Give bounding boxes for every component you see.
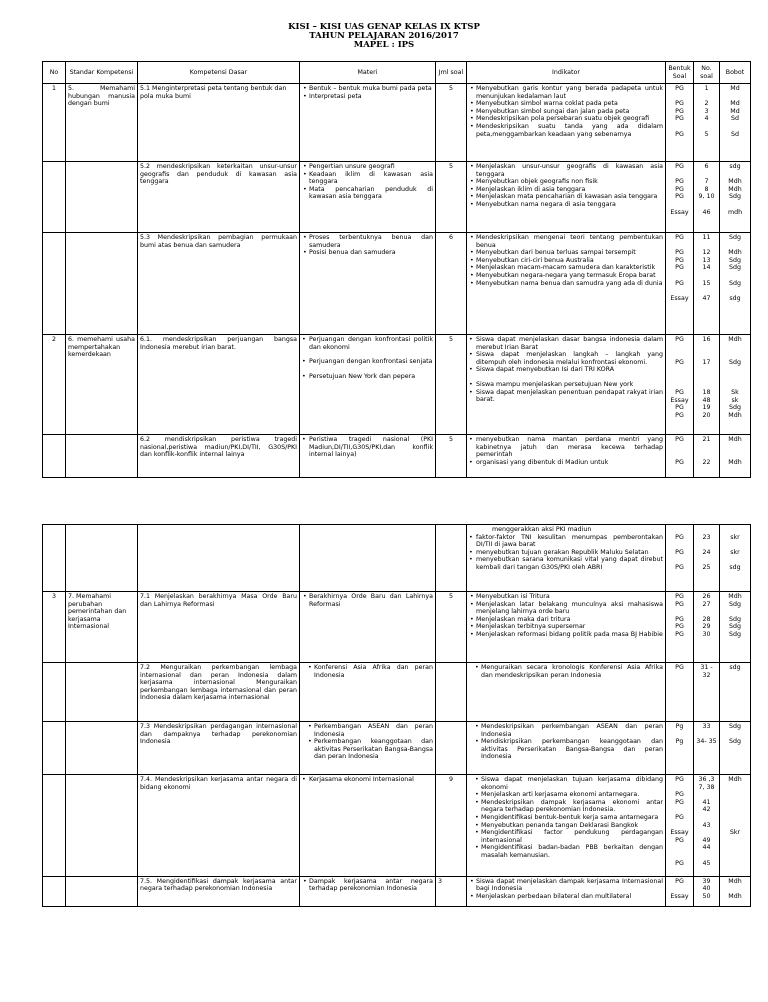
list-item: • Menyebutkan ciri-ciri benua Australia [469,257,663,265]
materi-list [300,233,436,335]
list-item: • Menjelaskan macam-macam samudera dan karakteristik [469,264,663,272]
col-header-bentuk: Bentuk Soal [666,62,694,84]
bobot: Mdh Mdh [720,435,751,478]
list-item: • Mengidentifikasi bentuk-bentuk kerja sama antarnegara [474,814,663,822]
standar-kompetensi: 7. Memahami perubahan pemerintahan dan kerjasama Internasional [66,592,138,663]
list-item: • Menyebutkan simbol warna coklat pada peta [469,100,663,108]
bentuk-soal: PG [666,663,694,722]
standar-kompetensi: 6. memehami usaha mempertahakan kemerdekaan [66,335,138,435]
list-item: • Siswa mampu menjelaskan persetujuan New york [469,381,663,389]
list-item: • Siswa dapat menjelaskan langkah – langkah yang ditempuh oleh indonesia melalui konfrontasi ekonomi. [469,351,663,366]
list-item: • Dampak kerjasama antar negara terhadap perekonomian Indonesia [302,878,433,893]
bentuk-soal: Pg Pg [666,722,694,775]
nomor-soal: 39 40 50 [694,876,720,906]
col-header-bobot: Bobot [720,62,751,84]
bobot: Mdh Sdg Sk sk Sdg Mdh [720,335,751,435]
kompetensi-dasar: 5.1 Menginterpretasi peta tentang bentuk dan pola muka bumi [138,84,300,162]
jumlah-soal: 9 [436,775,467,877]
bentuk-soal: PG PG PG [666,525,694,592]
table-row [43,435,751,478]
list-item: • Siswa dapat menjelaskan penentuan pendapat rakyat irian barat. [469,389,663,404]
table-row [43,233,751,335]
bentuk-soal: PG PG PG PG PG [666,592,694,663]
indikator-list [467,592,666,663]
bobot: Sdg Sdg [720,722,751,775]
list-item: • Mengidentifikasi factor pendukung perdagangan internasional [474,829,663,844]
list-item: • Menjelaskan iklim di asia tenggara [469,186,663,194]
list-item: • faktor-faktor TNI kesulitan menumpas pemberontakan DI/TII di jawa barat [469,534,663,549]
indikator-list [467,233,666,335]
list-item: • Menyebutkan nama negara di asia tenggara [469,201,663,209]
col-header-kd: Kompetensi Dasar [138,62,300,84]
bentuk-soal: PG PG PG PG PG Essay [666,233,694,335]
col-header-sk: Standar Kompetensi [66,62,138,84]
indikator-list [467,162,666,233]
list-item: • Mata pencaharian penduduk di kawasan asia tenggara [302,186,433,201]
list-item: • Menyebutkan isi Tritura [469,593,663,601]
nomor-soal: 16 17 18 48 19 20 [694,335,720,435]
standar-kompetensi: 5. Memahami hubungan manusia dengan bumi [66,84,138,162]
list-item: • Menjelaskan maka dari tritura [469,616,663,624]
col-header-indikator: Indikator [467,62,666,84]
bobot: Mdh Skr [720,775,751,877]
materi-list [300,663,436,722]
table-row [43,775,751,877]
table-row [43,722,751,775]
indikator-list [467,525,666,592]
bentuk-soal: PG Essay [666,876,694,906]
materi-list [300,435,436,478]
materi-list [300,722,436,775]
kisi-table-page-1 [42,61,751,478]
list-item: • menyebutkan nama mantan perdana mentri yang kabinetnya jatuh dan merasa kecewa terhadap pemerintah [469,436,663,459]
jumlah-soal: 5 [436,335,467,435]
kompetensi-dasar: 7.3 Mendeskripsikan perdagangan internasional dan dampaknya terhadap perekonomian Indonesia [138,722,300,775]
bobot: sdg Mdh Mdh Sdg mdh [720,162,751,233]
list-item: • Konferensi Asia Afrika dan peran Indonesia [307,664,433,679]
list-item: • Menjelaskan reformasi bidang politik pada masa BJ Habibie [469,631,663,639]
bobot: sdg [720,663,751,722]
list-item: • Bentuk – bentuk muka bumi pada peta [302,85,433,93]
list-item: • Mendeskripsikan perkembangan ASEAN dan peran Indonesia [474,723,663,738]
row-number: 2 [43,335,66,435]
materi-list [300,876,436,906]
list-item: • Pengertian unsure geografi [302,163,433,171]
materi-list [300,775,436,877]
indikator-list [467,722,666,775]
nomor-soal: 6 7 8 9, 10 46 [694,162,720,233]
list-item: • Siswa dapat menjelaskan dasar bangsa indonesia dalam merebut Irian Barat [469,336,663,351]
row-number: 3 [43,592,66,663]
list-item: • Mengidentifikasi badan-badan PBB berkaitan dengan masalah kemanusian. [474,844,663,859]
table-row [43,592,751,663]
list-item: • Siswa dapat menyebutkan Isi dari TRI KORA [469,366,663,374]
list-item: • Menyebutkan simbol sungai dan jalan pada peta [469,108,663,116]
list-item: • Proses terbentuknya benua dan samudera [302,234,433,249]
indikator-list [467,84,666,162]
col-header-nosoal: No. soal [694,62,720,84]
materi-list [300,335,436,435]
list-item: • menyebutkan sarana komunikasi vital yang dapat direbut kembali dari tangan G30S/PKI oleh ABRI [469,556,663,571]
list-item: • Menyebutkan garis kontur yang berada padapeta untuk menunjukan kedalaman laut [469,85,663,100]
title-line-3: MAPEL : IPS [353,40,415,50]
table-row [43,663,751,722]
materi-list [300,592,436,663]
list-item: • Siswa dapat menjelaskan tujuan kerjasama dibidang ekonomi [474,776,663,791]
list-item: • Mendeskripsikan suatu tanda yang ada didalam peta,menggambarkan keadaan yang sebenarnya [469,123,663,138]
kompetensi-dasar: 5.2 mendeskripsikan keterkaitan unsur-unsur geografis dan penduduk di kawasan asia tenggara [138,162,300,233]
kisi-table-page-2 [42,524,751,907]
materi-list [300,162,436,233]
list-item: • Menyebutkan objek geografis non fisik [469,178,663,186]
bobot: Mdh Mdh [720,876,751,906]
list-item: • Mendeskripsikan mengenai teori tentang pembentukan benua [469,234,663,249]
bentuk-soal: PG PG PG Essay PG PG [666,335,694,435]
list-item: • Peristiwa tragedi nasional (PKI Madiun,DI/TII,G30S/PKI,dan konflik internal lainya) [302,436,433,459]
title-line-1: KISI – KISI UAS GENAP KELAS IX KTSP [288,22,480,32]
jumlah-soal: 5 [436,162,467,233]
list-item: • Menguraikan secara kronologis Konferensi Asia Afrika dan mendeskripsikan peran Indonesia [474,664,663,679]
jumlah-soal: 5 [436,435,467,478]
nomor-soal: 1 2 3 4 5 [694,84,720,162]
jumlah-soal: 3 [436,876,467,906]
nomor-soal: 26 27 28 29 30 [694,592,720,663]
nomor-soal: 33 34- 35 [694,722,720,775]
list-item: • Persetujuan New York dan pepera [302,373,433,381]
list-item: • Menjelaskan unsur-unsur geografis di kawasan asia tenggara [469,163,663,178]
indikator-list [467,435,666,478]
jumlah-soal: 5 [436,592,467,663]
nomor-soal: 23 24 25 [694,525,720,592]
list-item: • Posisi benua dan samudera [302,249,433,257]
indikator-list [467,876,666,906]
list-item: • Menjelaskan latar belakang munculnya aksi mahasiswa menjelang lahirnya orde baru [469,601,663,616]
bentuk-soal: PG PG PG PG PG [666,84,694,162]
list-item: • Perjuangan dengan konfrontasi senjata [302,358,433,366]
list-item: menggerakkan aksi PKI madiun [492,526,592,533]
row-number: 1 [43,84,66,162]
list-item: • Mendeskripsikan dampak kerjasama ekonomi antar negara terhadap perekonomian Indonesia. [474,799,663,814]
list-item: • Perjuangan dengan konfrontasi politik dan ekonomi [302,336,433,351]
list-item: • Mendeskripsikan pola persebaran suatu objek geografi [469,115,663,123]
list-item: • Berakhirnya Orde Baru dan Lahirnya Reformasi [302,593,433,608]
bentuk-soal: PG PG [666,435,694,478]
list-item: • Menyebutkan nama benua dan samudra yang ada di dunia [469,280,663,288]
list-item: • menyebutkan tujuan gerakan Republik Maluku Selatan [469,549,663,557]
nomor-soal: 21 22 [694,435,720,478]
nomor-soal: 31 - 32 [694,663,720,722]
list-item: • Menyebutkan dari benua terluas sampai tersempit [469,249,663,257]
list-item: • Menyebutkan negara-negara yang termasuk Eropa barat [469,272,663,280]
title-line-2: TAHUN PELAJARAN 2016/2017 [309,31,459,41]
kompetensi-dasar: 7.1 Menjelaskan berakhirnya Masa Orde Baru dan Lahirnya Reformasi [138,592,300,663]
bentuk-soal: PG PG PG PG Essay PG PG [666,775,694,877]
bentuk-soal: PG PG PG PG Essay [666,162,694,233]
kompetensi-dasar: 5.3 Mendeskripsikan pembagian permukaan bumi atas benua dan samudera [138,233,300,335]
kompetensi-dasar: 7.2 Menguraikan perkembangan lembaga internasional dan peran Indonesia dalam kerjasama internasional Menguraikan perkembangan lembaga internasional dan peran Indonesia dalam kerjasama internasional [138,663,300,722]
list-item: • Menjelaskan mata pencaharian di kawasan asia tenggara [469,193,663,201]
list-item: • organisasi yang dibentuk di Madiun untuk [469,459,663,467]
list-item: • Interpretasi peta [302,93,433,101]
list-item: • Mendiskripsikan perkembangan keanggotaan dan aktivitas Perserikatan Bangsa-Bangsa dan peran Indonesia [474,738,663,761]
list-item: • Menjelaskan perbedaan bilateral dan multilateral [469,893,663,901]
nomor-soal: 36 ,3 7, 38 41 42 43 49 44 45 [694,775,720,877]
list-item: • Kerjasama ekonomi Internasional [302,776,433,784]
bobot: skr skr sdg [720,525,751,592]
list-item: • Siswa dapat menjelaskan dampak kerjasama Internasional bagi Indonesia [469,878,663,893]
col-header-materi: Materi [300,62,436,84]
list-item: • Keadaan iklim di kawasan asia tenggara [302,171,433,186]
table-row [43,525,751,592]
kompetensi-dasar: 7.5. Mengidentifikasi dampak kerjasama antar negara terhadap perekonomian Indonesia [138,876,300,906]
kompetensi-dasar: 6.2 mendiskripsikan peristiwa tragedi nasional,peristiwa madiun/PKI,DI/TII, G30S/PKI dan konflik-konflik internal lainya [138,435,300,478]
bobot: Md Md Md Sd Sd [720,84,751,162]
list-item: • Perkembangan ASEAN dan peran Indonesia [307,723,433,738]
kompetensi-dasar: 7.4. Mendeskripsikan kerjasama antar negara di bidang ekonomi [138,775,300,877]
col-header-no: No [43,62,66,84]
nomor-soal: 11 12 13 14 15 47 [694,233,720,335]
list-item: • Menjelaskan arti kerjasama ekonomi antarnegara. [474,791,663,799]
list-item: • Menjelaskan terbitnya supersemar [469,623,663,631]
indikator-list [467,775,666,877]
col-header-jml: Jml soal [436,62,467,84]
materi-list [300,84,436,162]
jumlah-soal: 5 [436,84,467,162]
indikator-list [467,335,666,435]
document-title [0,23,768,50]
list-item: • Perkembangan keanggotaan dan aktivitas Perserikatan Bangsa-Bangsa dan peran Indonesia [307,738,433,761]
bobot: Sdg Mdh Sdg Sdg Sdg sdg [720,233,751,335]
bobot: Mdh Sdg Sdg Sdg Sdg [720,592,751,663]
table-row [43,335,751,435]
table-row [43,876,751,906]
jumlah-soal: 6 [436,233,467,335]
table-row [43,162,751,233]
indikator-list [467,663,666,722]
kompetensi-dasar: 6.1. mendeskripsikan perjuangan bangsa Indonesia merebut irian barat. [138,335,300,435]
list-item: • Menyebutkan penanda tangan Deklarasi Bangkok [474,822,663,830]
table-row [43,84,751,162]
